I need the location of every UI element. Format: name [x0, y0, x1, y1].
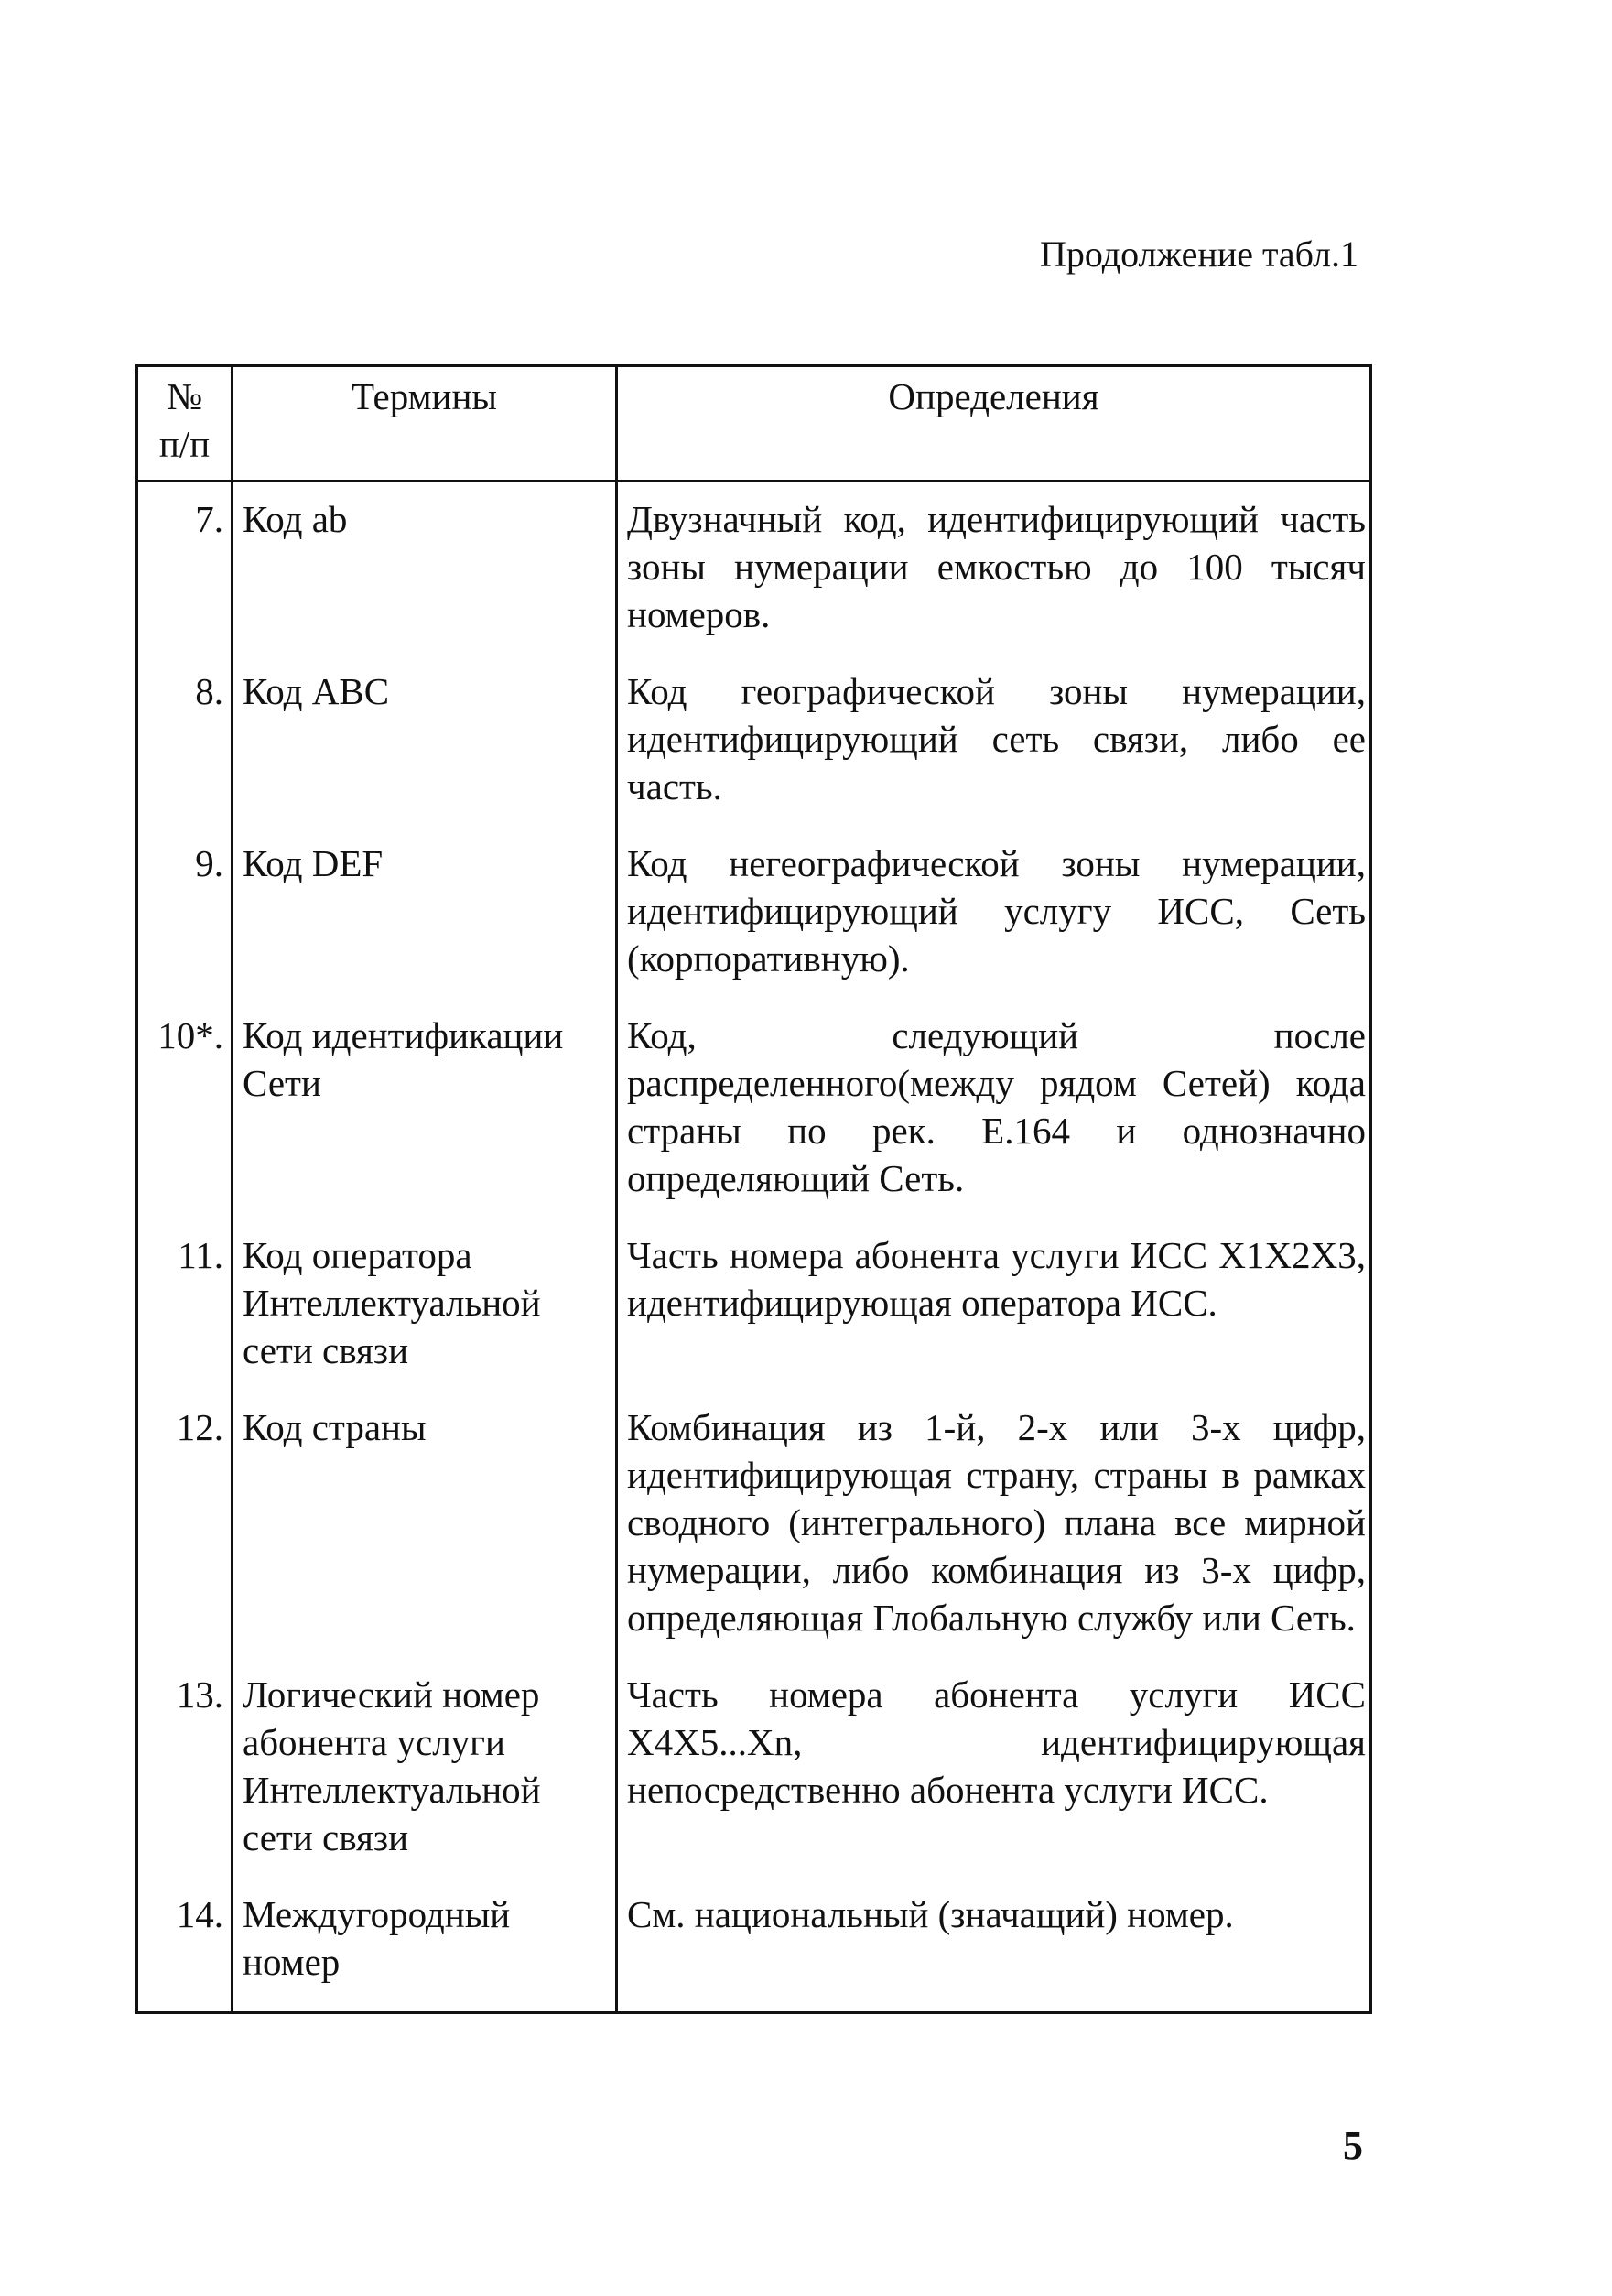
table-header-row — [137, 366, 1371, 482]
row-num: 13. — [137, 1658, 233, 1878]
row-num: 7. — [137, 482, 233, 655]
row-term: Междугородный номер — [233, 1878, 617, 2013]
table-row — [137, 1878, 1371, 2013]
table-row — [137, 1218, 1371, 1391]
table-row — [137, 1391, 1371, 1658]
row-num: 14. — [137, 1878, 233, 2013]
row-num: 8. — [137, 655, 233, 827]
row-term: Код ABC — [233, 655, 617, 827]
row-term: Код DEF — [233, 827, 617, 999]
row-term: Код идентификации Сети — [233, 999, 617, 1218]
row-term: Код страны — [233, 1391, 617, 1658]
row-num: 10*. — [137, 999, 233, 1218]
header-definition: Определения — [617, 366, 1371, 482]
row-num: 12. — [137, 1391, 233, 1658]
row-num: 11. — [137, 1218, 233, 1391]
row-num: 9. — [137, 827, 233, 999]
table-row — [137, 482, 1371, 655]
row-term: Логический номер абонента услуги Интеллектуальной сети связи — [233, 1658, 617, 1878]
row-definition: Двузначный код, идентифицирующий часть зоны нумерации емкостью до 100 тысяч номеров. — [617, 482, 1371, 655]
row-definition: Код географической зоны нумерации, идентифицирующий сеть связи, либо ее часть. — [617, 655, 1371, 827]
table-row — [137, 827, 1371, 999]
row-term: Код оператора Интеллектуальной сети связи — [233, 1218, 617, 1391]
row-definition: См. национальный (значащий) номер. — [617, 1878, 1371, 2013]
table-row — [137, 1658, 1371, 1878]
row-definition: Часть номера абонента услуги ИСС X1X2X3, идентифицирующая оператора ИСС. — [617, 1218, 1371, 1391]
page-number: 5 — [1343, 2123, 1363, 2168]
header-term: Термины — [233, 366, 617, 482]
table-row — [137, 999, 1371, 1218]
table-caption: Продолжение табл.1 — [1040, 233, 1358, 275]
row-definition: Код, следующий после распределенного(между рядом Сетей) кода страны по рек. Е.164 и однозначно определяющий Сеть. — [617, 999, 1371, 1218]
row-definition: Часть номера абонента услуги ИСС X4X5...Xn, идентифицирующая непосредственно абонента услуги ИСС. — [617, 1658, 1371, 1878]
header-num: № п/п — [137, 366, 233, 482]
row-definition: Комбинация из 1-й, 2-х или 3-х цифр, идентифицирующая страну, страны в рамках сводного (интегрального) плана все мирной нумерации, либо комбинация из 3-х цифр, определяющая Глобальную службу или Сеть. — [617, 1391, 1371, 1658]
row-term: Код ab — [233, 482, 617, 655]
terms-table — [135, 364, 1372, 2014]
table-row — [137, 655, 1371, 827]
row-definition: Код негеографической зоны нумерации, идентифицирующий услугу ИСС, Сеть (корпоративную). — [617, 827, 1371, 999]
